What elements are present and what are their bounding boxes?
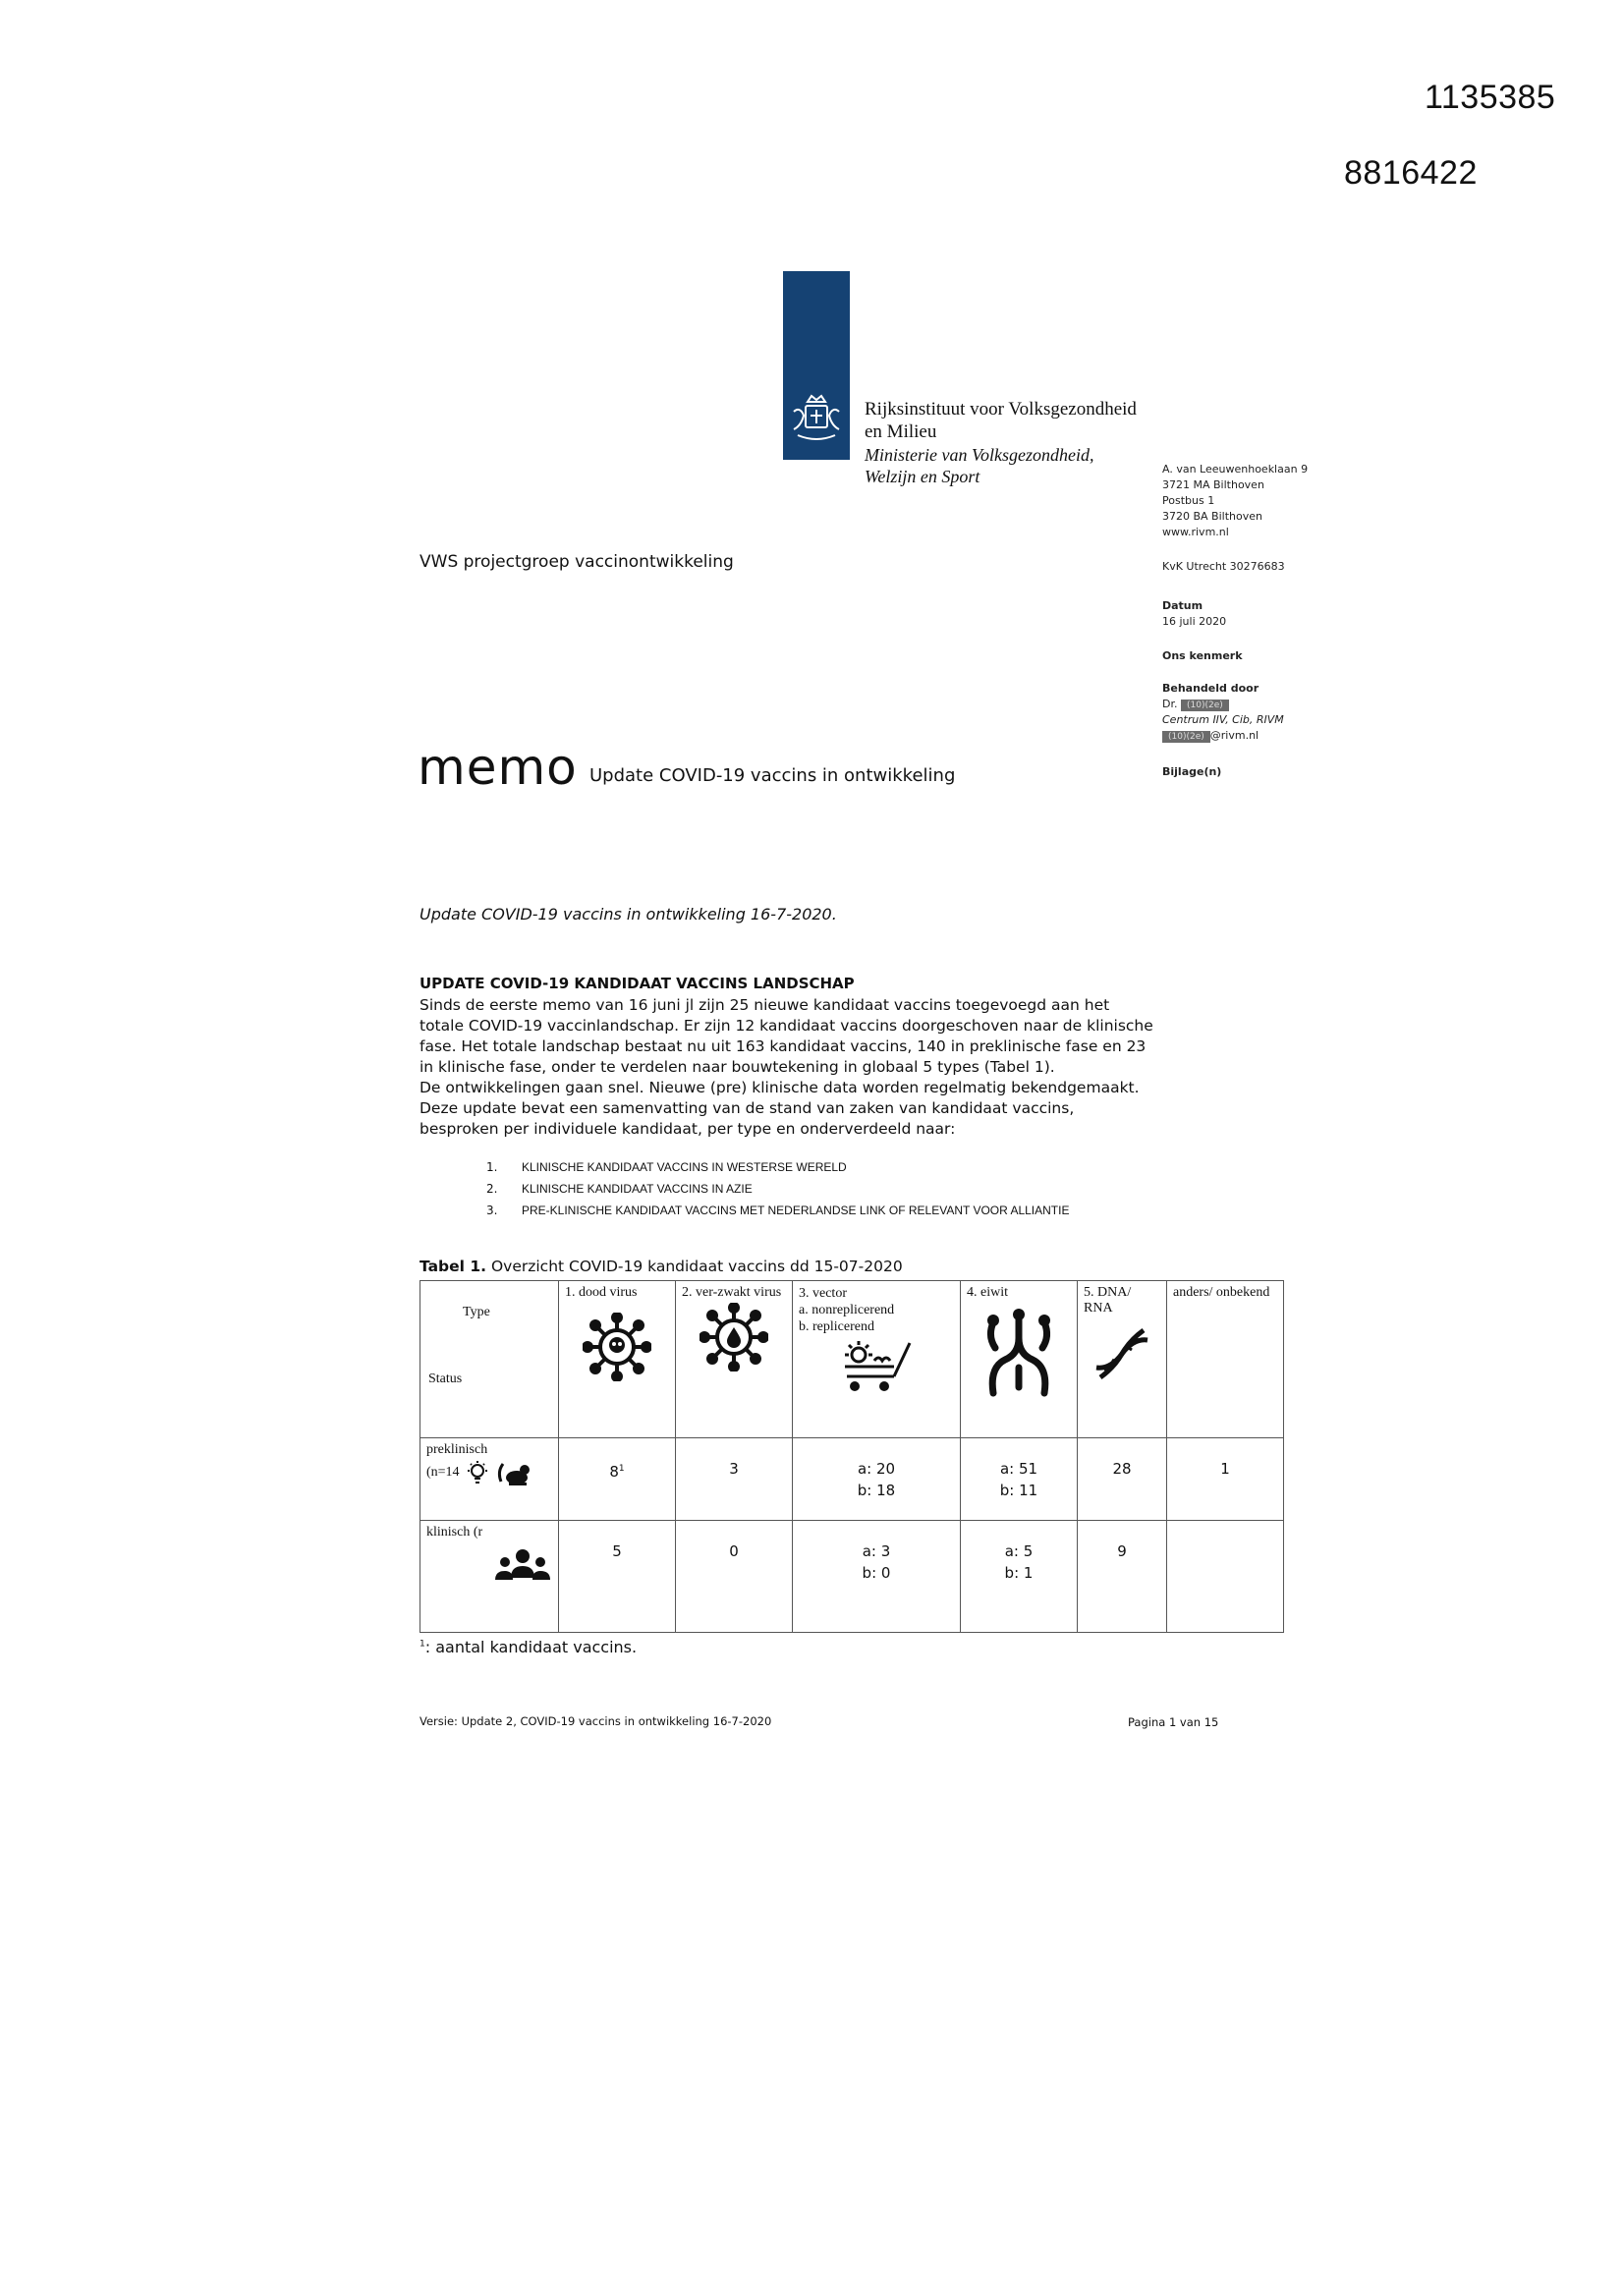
table-cell: 1 [1167, 1438, 1284, 1521]
document-number-2: 8816422 [1344, 154, 1478, 192]
page-number: Pagina 1 van 15 [1128, 1715, 1219, 1729]
table-header-row [420, 1281, 1284, 1438]
table-cell: a: 3 b: 0 [793, 1521, 961, 1633]
table-row [420, 1438, 1284, 1521]
behandeld-block: Behandeld door Dr. (10)(2e) Centrum IIV, Cib, RIVM (10)(2e) @rivm.nl [1162, 682, 1284, 742]
vaccine-table [420, 1280, 1284, 1633]
table-cell: a: 5 b: 1 [961, 1521, 1078, 1633]
column-header: anders/ onbekend [1167, 1281, 1284, 1438]
table-cell: a: 51 b: 11 [961, 1438, 1078, 1521]
column-header: 2. ver-zwakt virus [676, 1281, 793, 1438]
table-cell: 0 [676, 1521, 793, 1633]
intro-paragraph: Sinds de eerste memo van 16 juni jl zijn 25 nieuwe kandidaat vaccins toegevoegd aan het totale COVID-19 vaccinlandschap. Er zijn 12 kandidaat vaccins doorgeschoven naar de klinische fase. Het totale landschap bestaat nu uit 163 kandidaat vaccins, 140 in preklinische fase en 23 in klinische fase, onder te verdelen naar bouwtekening in globaal 5 types (Tabel 1). De ontwikkelingen gaan snel. Nieuwe (pre) klinische data worden regelmatig bekendgemaakt. Deze update bevat een samenvatting van de stand van zaken van kandidaat vaccins, besproken per individuele kandidaat, per type en onderverdeeld naar: [420, 996, 1153, 1138]
category-list [486, 1156, 1069, 1221]
protein-icon [981, 1309, 1056, 1397]
royal-crest-icon [786, 388, 847, 449]
column-header: 3. vector a. nonreplicerend b. replicerend [793, 1281, 961, 1438]
table-caption: Tabel 1. Overzicht COVID-19 kandidaat vaccins dd 15-07-2020 [420, 1258, 903, 1275]
datum-block: Datum 16 juli 2020 [1162, 599, 1227, 628]
org-name: Rijksinstituut voor Volksgezondheid en Milieu [865, 399, 1137, 442]
redaction: (10)(2e) [1181, 700, 1229, 711]
table-cell [1167, 1521, 1284, 1633]
virus-drop-icon [700, 1303, 768, 1372]
kvk-number: KvK Utrecht 30276683 [1162, 560, 1285, 573]
address-block: A. van Leeuwenhoeklaan 9 3721 MA Bilthoven Postbus 1 3720 BA Bilthoven www.rivm.nl [1162, 463, 1309, 538]
row-header: preklinisch (n=14 [420, 1438, 559, 1521]
version-footer: Versie: Update 2, COVID-19 vaccins in ontwikkeling 16-7-2020 [420, 1714, 772, 1728]
rodent-icon [495, 1458, 531, 1487]
list-item: 3. PRE-KLINISCHE KANDIDAAT VACCINS MET NEDERLANDSE LINK OF RELEVANT VOOR ALLIANTIE [486, 1204, 1070, 1217]
table-cell: 9 [1078, 1521, 1167, 1633]
project-group: VWS projectgroep vaccinontwikkeling [420, 552, 734, 572]
section-heading: UPDATE COVID-19 KANDIDAAT VACCINS LANDSCHAP [420, 975, 855, 992]
bijlage-label: Bijlage(n) [1162, 765, 1222, 778]
table-footnote: $^1$: aantal kandidaat vaccins. [420, 1638, 638, 1656]
column-header: 4. eiwit [961, 1281, 1078, 1438]
virus-skull-icon [583, 1313, 651, 1381]
dna-icon [1092, 1324, 1151, 1383]
column-header: 1. dood virus [559, 1281, 676, 1438]
virus-cart-icon [837, 1337, 916, 1396]
redaction: (10)(2e) [1162, 731, 1210, 743]
lightbulb-icon [464, 1459, 491, 1486]
kenmerk-label: Ons kenmerk [1162, 649, 1243, 662]
website-link[interactable]: www.rivm.nl [1162, 526, 1229, 538]
ministry-name: Ministerie van Volksgezondheid, Welzijn en Sport [865, 445, 1094, 486]
table-cell: 28 [1078, 1438, 1167, 1521]
table-cell: $8^1$ [559, 1438, 676, 1521]
column-header: 5. DNA/ RNA [1078, 1281, 1167, 1438]
table-cell: a: 20 b: 18 [793, 1438, 961, 1521]
update-line: Update COVID-19 vaccins in ontwikkeling 16-7-2020. [420, 905, 837, 924]
document-number-1: 1135385 [1425, 79, 1556, 116]
table-cell: 5 [559, 1521, 676, 1633]
list-item: 1. KLINISCHE KANDIDAAT VACCINS IN WESTERSE WERELD [486, 1160, 847, 1174]
table-row [420, 1521, 1284, 1633]
memo-subject: Update COVID-19 vaccins in ontwikkeling [589, 765, 956, 786]
row-header: klinisch (r [420, 1521, 559, 1633]
corner-cell: Type Status [420, 1281, 559, 1438]
people-icon [495, 1546, 550, 1590]
table-cell: 3 [676, 1438, 793, 1521]
list-item: 2. KLINISCHE KANDIDAAT VACCINS IN AZIE [486, 1182, 753, 1196]
memo-title: memo [418, 739, 578, 796]
